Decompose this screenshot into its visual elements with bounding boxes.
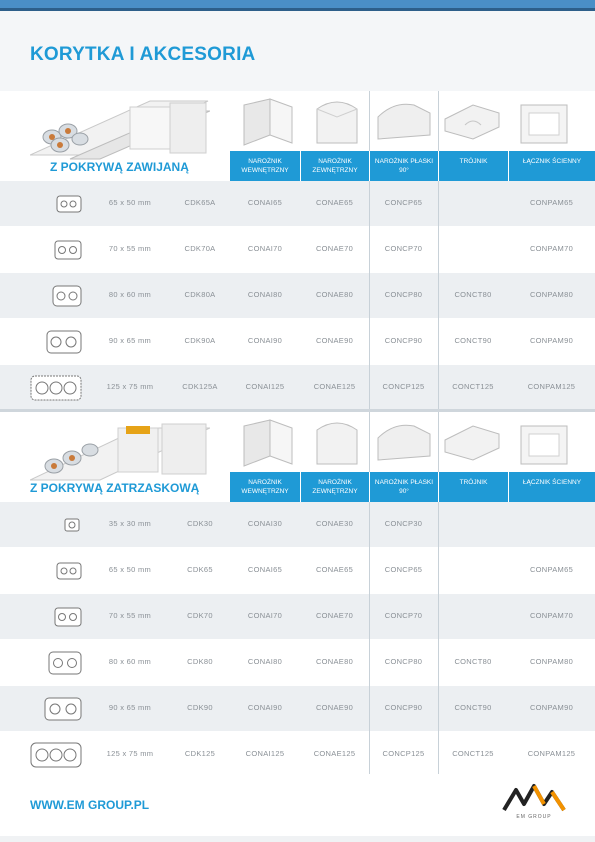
flat-corner-cell: CONCP90 (384, 336, 423, 345)
table-row (0, 594, 595, 640)
size-cell: 65 x 50 mm (108, 198, 152, 207)
tee-cell: CONCT80 (454, 657, 492, 666)
inner-corner-thumb (238, 416, 296, 472)
flat-corner-cell: CONCP90 (384, 703, 423, 712)
inner-corner-cell: CONAI30 (247, 519, 283, 528)
tee-cell: CONCT80 (454, 290, 492, 299)
code-cell: CDK125A (182, 382, 218, 391)
duct-profile-icon (54, 602, 82, 632)
flat-corner-cell: CONCP80 (384, 657, 423, 666)
size-cell: 80 x 60 mm (108, 290, 152, 299)
code-cell: CDK30 (187, 519, 213, 528)
size-cell: 70 x 55 mm (108, 611, 152, 620)
section-rolled-cover (0, 91, 595, 411)
tee-cell: CONCT125 (452, 382, 494, 391)
outer-corner-cell: CONAE125 (313, 382, 356, 391)
wall-connector-cell: CONPAM70 (529, 611, 574, 620)
inner-corner-cell: CONAI65 (247, 565, 283, 574)
column-divider (369, 181, 370, 411)
column-divider (369, 502, 370, 774)
column-header-wall-connector: ŁĄCZNIK ŚCIENNY (508, 472, 595, 502)
wall-connector-cell: CONPAM80 (529, 657, 574, 666)
outer-corner-cell: CONAE70 (315, 244, 354, 253)
inner-corner-cell: CONAI80 (247, 290, 283, 299)
code-cell: CDK65 (187, 565, 213, 574)
website-link[interactable]: WWW.EM GROUP.PL (30, 798, 150, 812)
logo-mark-icon (498, 782, 570, 814)
table-row (0, 502, 595, 548)
inner-corner-cell: CONAI125 (245, 749, 285, 758)
size-cell: 70 x 55 mm (108, 244, 152, 253)
inner-corner-cell: CONAI70 (247, 611, 283, 620)
flat-corner-cell: CONCP65 (384, 198, 423, 207)
column-header-tee: TRÓJNIK (438, 151, 508, 181)
size-cell: 125 x 75 mm (106, 382, 154, 391)
flat-corner-cell: CONCP30 (384, 519, 423, 528)
duct-profile-icon (30, 373, 82, 403)
code-cell: CDK80A (184, 290, 216, 299)
logo-text: EM GROUP (516, 814, 552, 820)
code-cell: CDK70 (187, 611, 213, 620)
table-row (0, 181, 595, 227)
wall-connector-cell: CONPAM70 (529, 244, 574, 253)
code-cell: CDK125 (184, 749, 216, 758)
code-cell: CDK80 (187, 657, 213, 666)
section-label: Z POKRYWĄ ZATRZASKOWĄ (30, 481, 200, 495)
wall-connector-cell: CONPAM65 (529, 565, 574, 574)
code-cell: CDK90 (187, 703, 213, 712)
inner-corner-cell: CONAI90 (247, 336, 283, 345)
inner-corner-cell: CONAI90 (247, 703, 283, 712)
size-cell: 125 x 75 mm (106, 749, 154, 758)
column-header-tee: TRÓJNIK (438, 472, 508, 502)
wall-connector-cell: CONPAM80 (529, 290, 574, 299)
column-divider (438, 181, 439, 411)
wall-connector-cell: CONPAM90 (529, 336, 574, 345)
duct-profile-icon (52, 281, 82, 311)
code-cell: CDK65A (184, 198, 216, 207)
flat-corner-cell: CONCP125 (382, 749, 425, 758)
outer-corner-cell: CONAE90 (315, 336, 354, 345)
size-cell: 35 x 30 mm (108, 519, 152, 528)
flat-corner-thumb (374, 416, 432, 472)
duct-profile-icon (46, 327, 82, 357)
column-header-wall-connector: ŁĄCZNIK ŚCIENNY (508, 151, 595, 181)
table-row (0, 686, 595, 732)
code-cell: CDK90A (184, 336, 216, 345)
tee-cell: CONCT90 (454, 336, 492, 345)
table-row (0, 365, 595, 411)
wall-connector-thumb (515, 416, 573, 472)
table-row (0, 227, 595, 273)
size-cell: 80 x 60 mm (108, 657, 152, 666)
tee-thumb (443, 95, 501, 151)
wall-connector-cell: CONPAM90 (529, 703, 574, 712)
flat-corner-cell: CONCP70 (384, 611, 423, 620)
column-header-inner-corner: NAROŻNIK WEWNĘTRZNY (230, 472, 300, 502)
wall-connector-cell: CONPAM65 (529, 198, 574, 207)
flat-corner-cell: CONCP80 (384, 290, 423, 299)
duct-profile-icon (30, 740, 82, 770)
section-header-row (0, 151, 595, 181)
section-snap-cover (0, 412, 595, 774)
outer-corner-cell: CONAE90 (315, 703, 354, 712)
section-header-row (0, 472, 595, 502)
outer-corner-thumb (307, 95, 365, 151)
footer-band (0, 836, 595, 842)
duct-profile-icon (64, 510, 80, 540)
flat-corner-cell: CONCP125 (382, 382, 425, 391)
product-table (0, 181, 595, 411)
outer-corner-cell: CONAE80 (315, 290, 354, 299)
column-divider (438, 502, 439, 774)
title-band (0, 11, 595, 91)
inner-corner-thumb (238, 95, 296, 151)
outer-corner-cell: CONAE65 (315, 565, 354, 574)
inner-corner-cell: CONAI70 (247, 244, 283, 253)
flat-corner-thumb (374, 95, 432, 151)
code-cell: CDK70A (184, 244, 216, 253)
inner-corner-cell: CONAI65 (247, 198, 283, 207)
column-header-flat-corner: NAROŻNIK PŁASKI 90° (369, 472, 438, 502)
column-header-flat-corner: NAROŻNIK PŁASKI 90° (369, 151, 438, 181)
outer-corner-cell: CONAE80 (315, 657, 354, 666)
wall-connector-cell: CONPAM125 (527, 749, 576, 758)
size-cell: 65 x 50 mm (108, 565, 152, 574)
duct-profile-icon (54, 235, 82, 265)
outer-corner-cell: CONAE70 (315, 611, 354, 620)
company-logo (498, 782, 570, 822)
column-header-inner-corner: NAROŻNIK WEWNĘTRZNY (230, 151, 300, 181)
size-cell: 90 x 65 mm (108, 336, 152, 345)
column-header-outer-corner: NAROŻNIK ZEWNĘTRZNY (300, 151, 369, 181)
outer-corner-cell: CONAE65 (315, 198, 354, 207)
table-row (0, 548, 595, 594)
tee-cell: CONCT125 (452, 749, 494, 758)
section-label: Z POKRYWĄ ZAWIJANĄ (50, 160, 189, 174)
tee-cell: CONCT90 (454, 703, 492, 712)
outer-corner-cell: CONAE125 (313, 749, 356, 758)
column-header-outer-corner: NAROŻNIK ZEWNĘTRZNY (300, 472, 369, 502)
wall-connector-cell: CONPAM125 (527, 382, 576, 391)
table-row (0, 319, 595, 365)
top-accent-bar (0, 0, 595, 8)
inner-corner-cell: CONAI80 (247, 657, 283, 666)
outer-corner-cell: CONAE30 (315, 519, 354, 528)
size-cell: 90 x 65 mm (108, 703, 152, 712)
outer-corner-thumb (307, 416, 365, 472)
flat-corner-cell: CONCP65 (384, 565, 423, 574)
table-row (0, 732, 595, 778)
inner-corner-cell: CONAI125 (245, 382, 285, 391)
table-row (0, 640, 595, 686)
table-row (0, 273, 595, 319)
page-footer (0, 774, 595, 842)
page-title: KORYTKA I AKCESORIA (30, 44, 256, 65)
product-table (0, 502, 595, 778)
duct-profile-icon (56, 556, 82, 586)
wall-connector-thumb (515, 95, 573, 151)
flat-corner-cell: CONCP70 (384, 244, 423, 253)
duct-profile-icon (56, 189, 82, 219)
tee-thumb (443, 416, 501, 472)
duct-profile-icon (48, 648, 82, 678)
duct-profile-icon (44, 694, 82, 724)
